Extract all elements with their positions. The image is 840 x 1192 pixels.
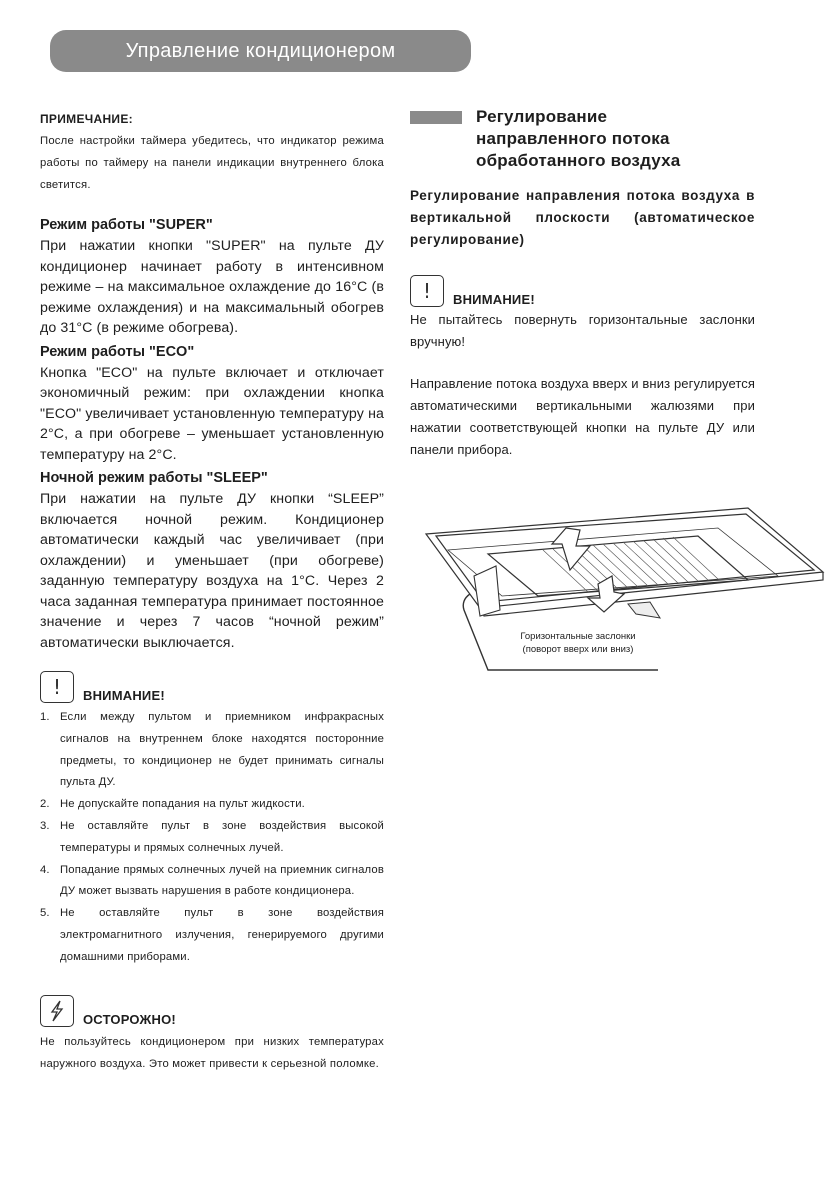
attention-header [40, 671, 384, 703]
list-item: 4. Попадание прямых солнечных лучей на приемник сигналов ДУ может вызвать нарушения в работе кондиционера. [40, 863, 384, 898]
exclamation-icon: ! [410, 275, 444, 307]
mode-eco-text: Кнопка "ECO" на пульте включает и отключает экономичный режим: при охлаждении кнопка "ECO" увеличивает установленную температуру на 2°С, а при обогреве – уменьшает установленную температуру на 2°С. [40, 364, 384, 463]
page-header [50, 30, 471, 72]
list-item: 5. Не оставляйте пульт в зоне воздействия электромагнитного излучения, генерируемого другими домашними приборами. [40, 907, 384, 963]
lightning-icon [40, 995, 74, 1027]
mode-super-title: Режим работы "SUPER" [40, 217, 213, 233]
caution-text: Не пользуйтесь кондиционером при низких температурах наружного воздуха. Это может привести к серьезной поломке. [40, 1035, 384, 1070]
mode-sleep-text: При нажатии на пульте ДУ кнопки “SLEEP” включается ночной режим. Кондиционер автоматически каждый час увеличивает (при охлаждении) и уменьшает (при обогреве) заданную температуру воздуха на 1°С. Через 2 часа заданная температура принимает постоянное значение и через 7 часов “ночной режим” автоматически выключается. [40, 491, 384, 651]
right-attention-label: ВНИМАНИЕ! [453, 292, 535, 307]
mode-eco-title: Режим работы "ECO" [40, 343, 195, 360]
list-item: 1. Если между пультом и приемником инфракрасных сигналов на внутреннем блоке находятся посторонние предметы, то кондиционер не будет принимать сигналы пульта ДУ. [40, 711, 384, 789]
caution-header [40, 995, 384, 1027]
caution-label: ОСТОРОЖНО! [83, 1011, 176, 1027]
list-item: 2. Не допускайте попадания на пульт жидкости. [40, 798, 305, 811]
attention-label: ВНИМАНИЕ! [83, 688, 165, 703]
mode-sleep-title: Ночной режим работы "SLEEP" [40, 470, 268, 486]
section-marker [410, 111, 462, 124]
right-attention-header [410, 275, 755, 307]
figure-caption: Горизонтальные заслонки (поворот вверх или вниз) [520, 631, 636, 655]
page-title: Управление кондиционером [125, 40, 396, 62]
section-subtitle: Регулирование направления потока воздуха в вертикальной плоскости (автоматическое регулирование) [410, 188, 755, 247]
section-title: Регулирование направленного потока обработанного воздуха [476, 107, 681, 170]
airflow-description: Направление потока воздуха вверх и вниз регулируется автоматическими вертикальными жалюзями при нажатии соответствующей кнопки на пульте ДУ или панели прибора. [410, 376, 755, 457]
left-column [40, 112, 384, 1075]
attention-list [40, 707, 384, 969]
note-text: После настройки таймера убедитесь, что индикатор режима работы по таймеру на панели индикации внутреннего блока светится. [40, 135, 384, 191]
section-header [410, 106, 755, 172]
air-conditioner-illustration [418, 500, 828, 675]
exclamation-icon: ! [40, 671, 74, 703]
right-attention-text: Не пытайтесь повернуть горизонтальные заслонки вручную! [410, 312, 755, 349]
mode-super-text: При нажатии кнопки "SUPER" на пульте ДУ кондиционер начинает работу в интенсивном режиме – на максимальное охлаждение до 16°С (в режиме охлаждения) и на максимальный обогрев до 31°С (в режиме обогрева). [40, 238, 384, 336]
list-item: 3. Не оставляйте пульт в зоне воздействия высокой температуры и прямых солнечных лучей. [40, 819, 384, 854]
note-title: ПРИМЕЧАНИЕ: [40, 112, 133, 126]
right-column [410, 106, 755, 461]
